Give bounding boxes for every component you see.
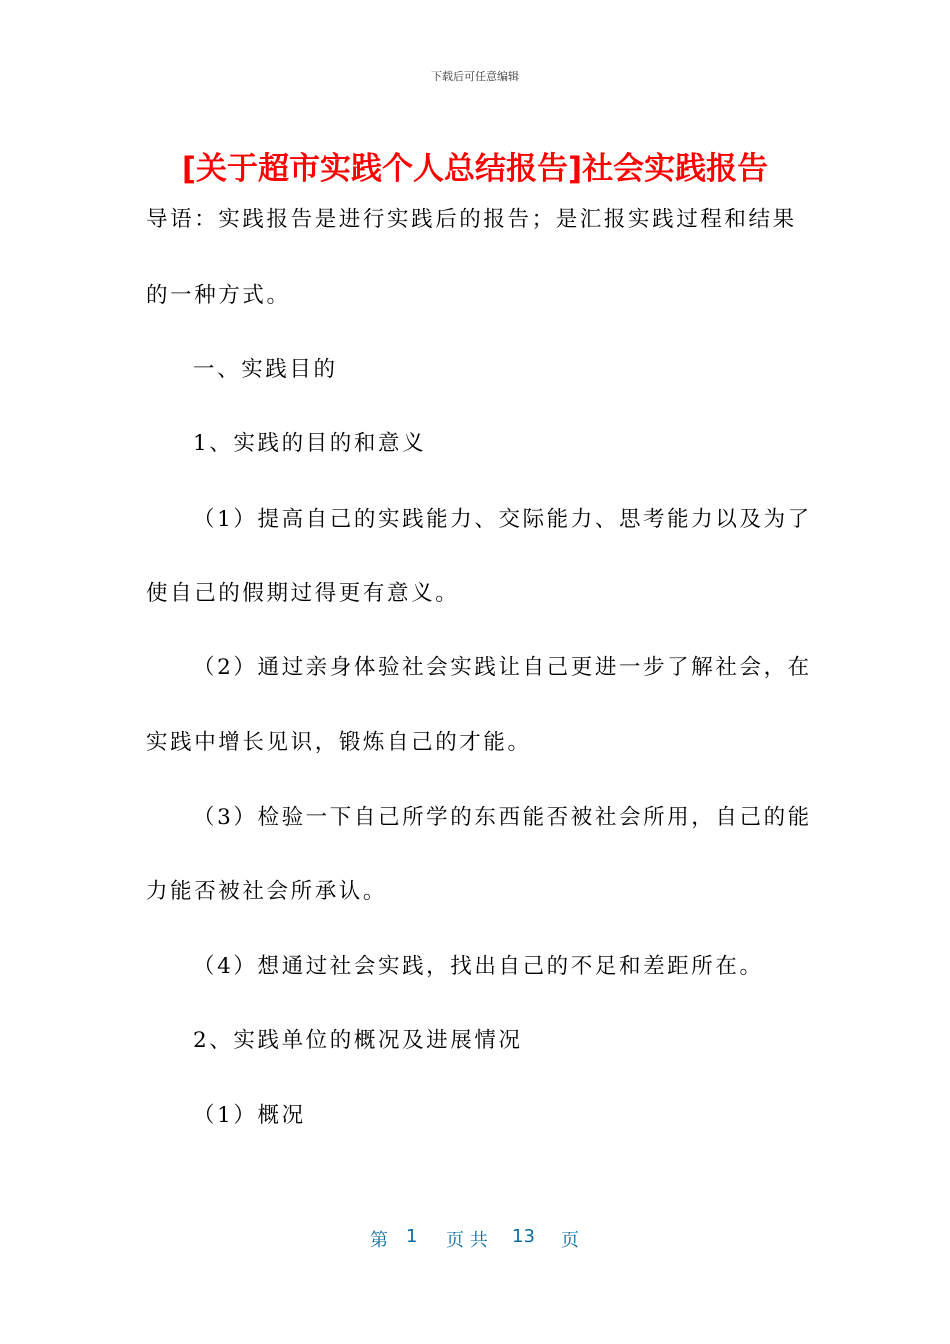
paragraph-line: 实践中增长见识，锻炼自己的才能。 [146, 730, 532, 755]
paragraph-line: 的一种方式。 [146, 283, 291, 308]
paragraph-line: 导语：实践报告是进行实践后的报告；是汇报实践过程和结果 [146, 207, 797, 232]
paragraph-line: （3）检验一下自己所学的东西能否被社会所用，自己的能 [193, 805, 812, 830]
subsection-heading: 1、实践的目的和意义 [193, 431, 427, 456]
paragraph-line: （4）想通过社会实践，找出自己的不足和差距所在。 [193, 954, 764, 979]
paragraph-line: 使自己的假期过得更有意义。 [146, 581, 460, 606]
footer-total-pages: 13 [512, 1226, 535, 1247]
paragraph-line: 力能否被社会所承认。 [146, 879, 388, 904]
paragraph-line: （2）通过亲身体验社会实践让自己更进一步了解社会，在 [193, 655, 812, 680]
footer-page-suffix: 页 [561, 1230, 579, 1251]
paragraph-line: （1）概况 [193, 1103, 306, 1128]
document-title: [关于超市实践个人总结报告]社会实践报告 [181, 151, 769, 187]
paragraph-line: （1）提高自己的实践能力、交际能力、思考能力以及为了 [193, 507, 812, 532]
footer-page-middle: 页 共 [446, 1230, 488, 1251]
page-footer [0, 1226, 950, 1252]
header-note: 下载后可任意编辑 [431, 70, 519, 83]
footer-page-prefix: 第 [370, 1230, 388, 1251]
subsection-heading: 2、实践单位的概况及进展情况 [193, 1028, 523, 1053]
section-heading: 一、实践目的 [193, 357, 338, 382]
footer-page-number: 1 [406, 1226, 418, 1247]
